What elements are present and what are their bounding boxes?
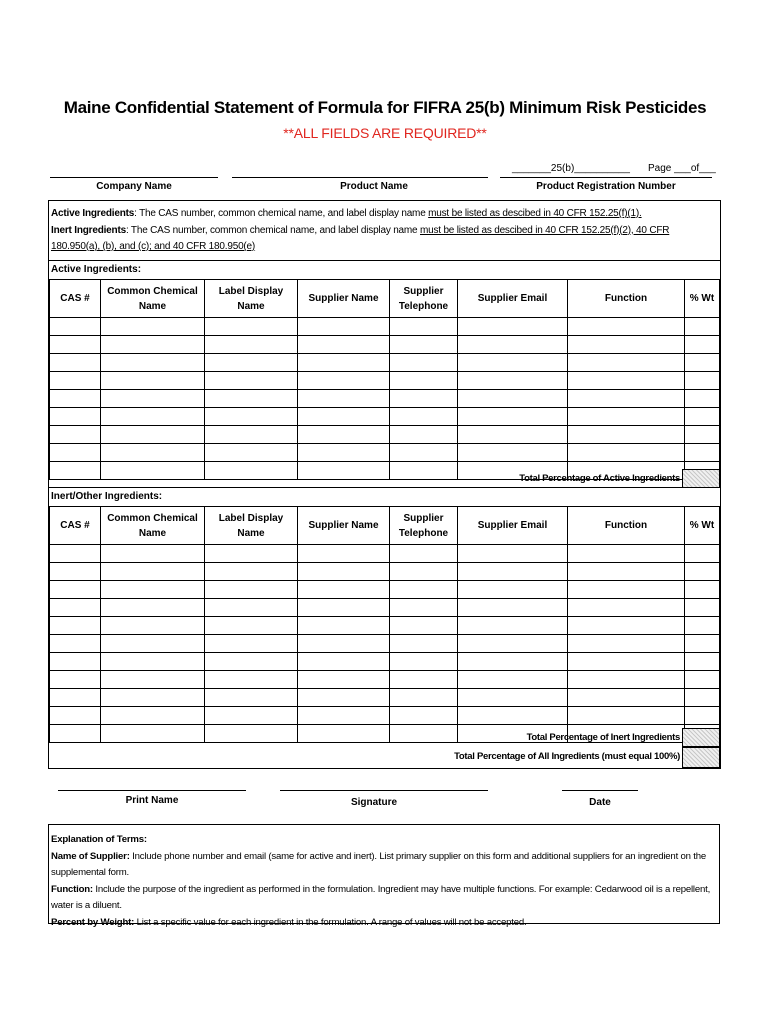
- inert-instruction-prefix: Inert Ingredients: [51, 224, 126, 236]
- col-common-name: Common Chemical Name: [101, 280, 205, 318]
- cell[interactable]: [298, 599, 390, 617]
- cell[interactable]: [101, 372, 205, 390]
- cell[interactable]: [298, 336, 390, 354]
- cell[interactable]: [205, 372, 298, 390]
- cell[interactable]: [205, 318, 298, 336]
- col-cas: CAS #: [50, 507, 101, 545]
- active-section-label: Active Ingredients:: [51, 264, 142, 275]
- cell[interactable]: [101, 426, 205, 444]
- explanation-weight: [51, 915, 715, 932]
- explanation-heading: Explanation of Terms:: [51, 834, 147, 845]
- cell[interactable]: [298, 689, 390, 707]
- col-label-display-name: Label Display Name: [205, 280, 298, 318]
- cell[interactable]: [685, 444, 720, 462]
- term-percent-by-weight: Percent by Weight:: [51, 916, 135, 928]
- divider: [49, 487, 719, 488]
- col-supplier-telephone: [390, 280, 458, 318]
- active-instruction-prefix: Active Ingredients: [51, 208, 135, 219]
- inert-section-label: Inert/Other Ingredients:: [51, 491, 163, 502]
- col-cas: CAS #: [50, 280, 101, 318]
- active-ingredients-table: [49, 279, 720, 480]
- cell[interactable]: [685, 545, 720, 563]
- registration-number-blank[interactable]: _______25(b)__________: [512, 163, 630, 174]
- cell[interactable]: [50, 372, 101, 390]
- inert-instruction-cfr: must be listed as descibed in 40 CFR 152.25(f)(2), 40 CFR 180.950(a), (b), and (c); and 40 CFR 180.950(e): [51, 224, 670, 252]
- print-name-field[interactable]: [58, 790, 246, 791]
- cell[interactable]: [298, 635, 390, 653]
- cell[interactable]: [685, 426, 720, 444]
- cell[interactable]: [390, 426, 458, 444]
- cell[interactable]: [458, 671, 568, 689]
- cell[interactable]: [205, 707, 298, 725]
- company-name-label: Company Name: [96, 181, 172, 192]
- inert-row: [50, 635, 720, 653]
- function-definition: Include the purpose of the ingredient as performed in the formulation. Ingredient may have multiple functions. For example: Cedarwood oil is a repellent, water is a diluent.: [51, 883, 711, 911]
- cell[interactable]: [298, 372, 390, 390]
- cell[interactable]: [205, 581, 298, 599]
- signature-field[interactable]: [280, 790, 488, 791]
- inert-row: [50, 689, 720, 707]
- cell[interactable]: [101, 408, 205, 426]
- cell[interactable]: [50, 653, 101, 671]
- inert-row: [50, 617, 720, 635]
- cell[interactable]: [205, 689, 298, 707]
- inert-row: [50, 653, 720, 671]
- cell[interactable]: [568, 336, 685, 354]
- cell[interactable]: [458, 545, 568, 563]
- cell[interactable]: [685, 390, 720, 408]
- cell[interactable]: [205, 444, 298, 462]
- cell[interactable]: [458, 635, 568, 653]
- cell[interactable]: [685, 671, 720, 689]
- cell[interactable]: [568, 372, 685, 390]
- cell[interactable]: [390, 354, 458, 372]
- cell[interactable]: [298, 671, 390, 689]
- cell[interactable]: [458, 372, 568, 390]
- cell[interactable]: [50, 426, 101, 444]
- cell[interactable]: [390, 671, 458, 689]
- cell[interactable]: [568, 408, 685, 426]
- cell[interactable]: [458, 599, 568, 617]
- inert-row: [50, 581, 720, 599]
- active-row: [50, 318, 720, 336]
- all-total-label: Total Percentage of All Ingredients (must equal 100%): [454, 751, 680, 762]
- term-function: Function:: [51, 883, 93, 895]
- inert-ingredients-table: [49, 506, 720, 743]
- cell[interactable]: [685, 653, 720, 671]
- signature-label: Signature: [350, 797, 398, 808]
- cell[interactable]: [458, 318, 568, 336]
- cell[interactable]: [390, 318, 458, 336]
- cell[interactable]: [568, 444, 685, 462]
- cell[interactable]: [205, 354, 298, 372]
- cell[interactable]: [101, 354, 205, 372]
- page-number-blank[interactable]: Page ___of___: [648, 163, 716, 174]
- cell[interactable]: [458, 426, 568, 444]
- cell[interactable]: [568, 426, 685, 444]
- cell[interactable]: [101, 635, 205, 653]
- active-row: [50, 372, 720, 390]
- registration-number-label: Product Registration Number: [536, 181, 676, 192]
- explanation-supplier: [51, 849, 715, 882]
- cell[interactable]: [298, 617, 390, 635]
- cell[interactable]: [50, 336, 101, 354]
- cell[interactable]: [685, 617, 720, 635]
- inert-total-label: Total Percentage of Inert Ingredients: [526, 732, 680, 743]
- explanation-function: [51, 882, 715, 915]
- cell[interactable]: [390, 390, 458, 408]
- cell[interactable]: [298, 354, 390, 372]
- inert-row: [50, 563, 720, 581]
- col-supplier-telephone-line1: Supplier: [403, 285, 444, 297]
- cell[interactable]: [568, 599, 685, 617]
- cell[interactable]: [390, 635, 458, 653]
- active-row: [50, 408, 720, 426]
- cell[interactable]: [568, 563, 685, 581]
- cell[interactable]: [390, 545, 458, 563]
- cell[interactable]: [205, 563, 298, 581]
- cell[interactable]: [205, 336, 298, 354]
- col-supplier-telephone-line2: Telephone: [398, 300, 449, 312]
- cell[interactable]: [205, 426, 298, 444]
- active-row: [50, 336, 720, 354]
- product-name-label: Product Name: [340, 181, 408, 192]
- col-label-display-name: Label Display Name: [205, 507, 298, 545]
- term-name-of-supplier: Name of Supplier:: [51, 850, 130, 862]
- cell[interactable]: [390, 372, 458, 390]
- registration-number-field[interactable]: [500, 177, 712, 178]
- active-total-label: Total Percentage of Active Ingredients: [519, 473, 680, 484]
- cell[interactable]: [298, 563, 390, 581]
- inert-total-field[interactable]: [682, 728, 720, 747]
- cell[interactable]: [458, 354, 568, 372]
- cell[interactable]: [50, 689, 101, 707]
- cell[interactable]: [101, 581, 205, 599]
- company-name-field[interactable]: [50, 177, 218, 178]
- cell[interactable]: [50, 671, 101, 689]
- inert-header-row: [50, 507, 720, 545]
- col-supplier-email: Supplier Email: [458, 280, 568, 318]
- col-percent-weight: % Wt: [685, 280, 720, 318]
- active-header-row: [50, 280, 720, 318]
- col-common-name: Common Chemical Name: [101, 507, 205, 545]
- col-supplier-email: Supplier Email: [458, 507, 568, 545]
- product-name-field[interactable]: [232, 177, 488, 178]
- cell[interactable]: [390, 444, 458, 462]
- cell[interactable]: [298, 390, 390, 408]
- all-total-field[interactable]: [682, 747, 720, 768]
- cell[interactable]: [458, 707, 568, 725]
- cell[interactable]: [390, 336, 458, 354]
- cell[interactable]: [458, 390, 568, 408]
- cell[interactable]: [390, 617, 458, 635]
- cell[interactable]: [205, 545, 298, 563]
- active-row: [50, 390, 720, 408]
- cell[interactable]: [205, 635, 298, 653]
- cell[interactable]: [50, 707, 101, 725]
- cell[interactable]: [568, 653, 685, 671]
- inert-row: [50, 599, 720, 617]
- form-title: Maine Confidential Statement of Formula for FIFRA 25(b) Minimum Risk Pesticides: [63, 98, 707, 117]
- date-field[interactable]: [562, 790, 638, 791]
- date-label: Date: [589, 797, 611, 808]
- cell[interactable]: [101, 563, 205, 581]
- cell[interactable]: [685, 354, 720, 372]
- cell[interactable]: [101, 390, 205, 408]
- col-percent-weight: % Wt: [685, 507, 720, 545]
- cell[interactable]: [101, 707, 205, 725]
- cell[interactable]: [568, 707, 685, 725]
- cell[interactable]: [101, 318, 205, 336]
- cell[interactable]: [390, 599, 458, 617]
- supplier-definition: Include phone number and email (same for active and inert). List primary supplier on this form and additional suppliers for an ingredient on the supplemental form.: [51, 850, 706, 878]
- col-supplier-telephone: [390, 507, 458, 545]
- explanation-text: [51, 832, 715, 931]
- cell[interactable]: [568, 390, 685, 408]
- cell[interactable]: [390, 581, 458, 599]
- inert-row: [50, 707, 720, 725]
- cell[interactable]: [458, 689, 568, 707]
- cell[interactable]: [50, 545, 101, 563]
- required-note: **ALL FIELDS ARE REQUIRED**: [283, 125, 487, 141]
- cell[interactable]: [568, 635, 685, 653]
- cell[interactable]: [568, 545, 685, 563]
- cell[interactable]: [101, 599, 205, 617]
- col-function: Function: [568, 280, 685, 318]
- cell[interactable]: [298, 408, 390, 426]
- cell[interactable]: [568, 617, 685, 635]
- cell[interactable]: [101, 545, 205, 563]
- cell[interactable]: [50, 617, 101, 635]
- inert-row: [50, 671, 720, 689]
- cell[interactable]: [298, 318, 390, 336]
- cell[interactable]: [458, 444, 568, 462]
- cell[interactable]: [390, 408, 458, 426]
- cell[interactable]: [390, 707, 458, 725]
- cell[interactable]: [685, 581, 720, 599]
- cell[interactable]: [390, 689, 458, 707]
- cell[interactable]: [298, 707, 390, 725]
- cell[interactable]: [50, 318, 101, 336]
- col-supplier-telephone-line2: Telephone: [398, 527, 449, 539]
- active-row: [50, 426, 720, 444]
- cell[interactable]: [101, 617, 205, 635]
- cell[interactable]: [50, 444, 101, 462]
- cell[interactable]: [458, 653, 568, 671]
- cell[interactable]: [568, 318, 685, 336]
- cell[interactable]: [298, 653, 390, 671]
- col-supplier-name: Supplier Name: [298, 280, 390, 318]
- cell[interactable]: [568, 671, 685, 689]
- cell[interactable]: [568, 689, 685, 707]
- active-total-field[interactable]: [682, 469, 720, 488]
- cell[interactable]: [390, 563, 458, 581]
- cell[interactable]: [458, 581, 568, 599]
- cell[interactable]: [458, 408, 568, 426]
- cell[interactable]: [50, 563, 101, 581]
- active-instruction: [51, 206, 715, 223]
- cell[interactable]: [101, 336, 205, 354]
- cell[interactable]: [685, 372, 720, 390]
- cell[interactable]: [568, 581, 685, 599]
- cell[interactable]: [205, 599, 298, 617]
- cell[interactable]: [101, 689, 205, 707]
- cell[interactable]: [458, 336, 568, 354]
- ingredient-instructions: [51, 206, 715, 256]
- col-supplier-telephone-line1: Supplier: [403, 512, 444, 524]
- cell[interactable]: [101, 444, 205, 462]
- cell[interactable]: [685, 599, 720, 617]
- cell[interactable]: [101, 653, 205, 671]
- weight-definition: List a specific value for each ingredient in the formulation. A range of values will not be accepted.: [134, 916, 527, 928]
- active-row: [50, 354, 720, 372]
- col-supplier-name: Supplier Name: [298, 507, 390, 545]
- cell[interactable]: [50, 599, 101, 617]
- cell[interactable]: [685, 563, 720, 581]
- cell[interactable]: [458, 617, 568, 635]
- inert-instruction: [51, 223, 715, 256]
- cell[interactable]: [298, 545, 390, 563]
- cell[interactable]: [50, 354, 101, 372]
- cell[interactable]: [298, 444, 390, 462]
- cell[interactable]: [50, 635, 101, 653]
- divider: [49, 260, 720, 261]
- cell[interactable]: [205, 653, 298, 671]
- print-name-label: Print Name: [125, 795, 179, 806]
- cell[interactable]: [205, 671, 298, 689]
- cell[interactable]: [685, 318, 720, 336]
- cell[interactable]: [101, 671, 205, 689]
- cell[interactable]: [390, 653, 458, 671]
- cell[interactable]: [205, 617, 298, 635]
- cell[interactable]: [568, 354, 685, 372]
- cell[interactable]: [685, 689, 720, 707]
- cell[interactable]: [298, 426, 390, 444]
- cell[interactable]: [205, 408, 298, 426]
- cell[interactable]: [685, 635, 720, 653]
- inert-instruction-text: : The CAS number, common chemical name, and label display name: [125, 224, 420, 236]
- active-instruction-cfr: must be listed as descibed in 40 CFR 152.25(f)(1).: [428, 208, 642, 219]
- active-instruction-text: : The CAS number, common chemical name, and label display name: [134, 208, 429, 219]
- cell[interactable]: [50, 581, 101, 599]
- cell[interactable]: [685, 707, 720, 725]
- cell[interactable]: [50, 408, 101, 426]
- col-function: Function: [568, 507, 685, 545]
- cell[interactable]: [205, 390, 298, 408]
- cell[interactable]: [50, 390, 101, 408]
- cell[interactable]: [298, 581, 390, 599]
- cell[interactable]: [685, 336, 720, 354]
- cell[interactable]: [458, 563, 568, 581]
- cell[interactable]: [685, 408, 720, 426]
- inert-row: [50, 545, 720, 563]
- active-row: [50, 444, 720, 462]
